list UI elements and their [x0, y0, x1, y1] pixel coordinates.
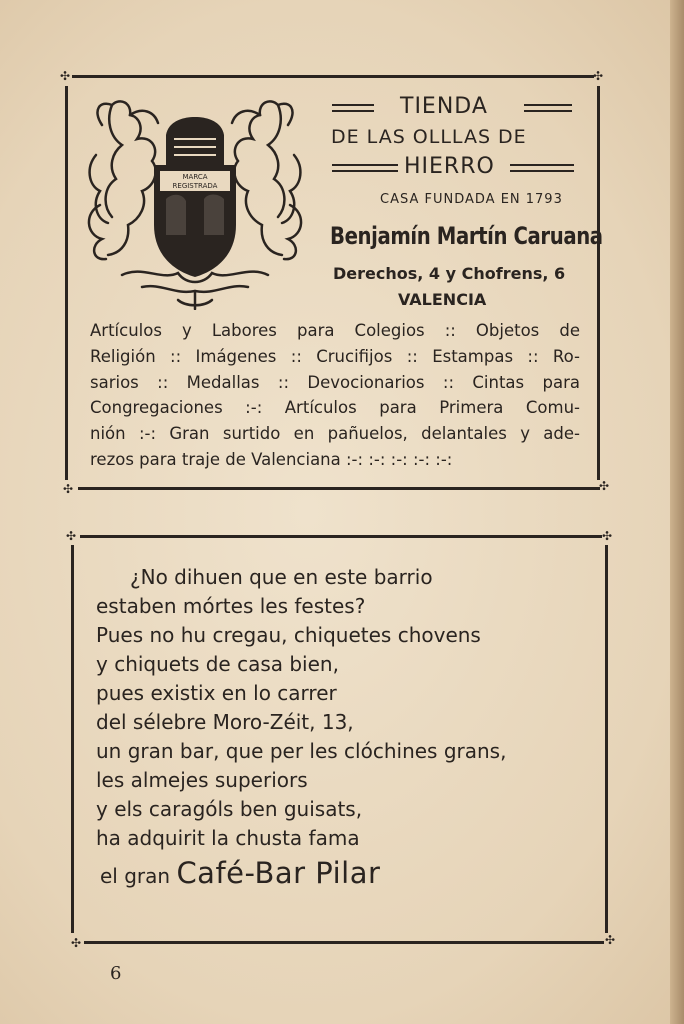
ad-left-rule	[65, 86, 68, 480]
title-dash	[332, 104, 374, 106]
corner-ornament: ✣	[598, 479, 610, 493]
book-gutter	[670, 0, 684, 1024]
corner-ornament: ✣	[59, 69, 71, 83]
title-dash	[524, 104, 572, 106]
title-dash	[332, 164, 398, 166]
ad-description-line: sarios :: Medallas :: Devocionarios :: Cintas para	[90, 372, 580, 392]
verse-top-rule	[80, 535, 602, 538]
ad-description-line: Artículos y Labores para Colegios :: Objetos de	[90, 321, 580, 340]
address-line: Derechos, 4 y Chofrens, 6	[333, 264, 566, 283]
verse-text	[96, 563, 506, 891]
corner-ornament: ✣	[592, 69, 604, 83]
ad-description	[90, 318, 580, 473]
ad-title-shop-name: DE LAS OLLLAS DE	[331, 126, 527, 148]
verse-line: Pues no hu cregau, chiquetes chovens	[96, 623, 481, 647]
ad-description-line: rezos para traje de Valenciana :-: :-: :-: :-: :-:	[90, 449, 453, 469]
verse-closing-line	[96, 856, 506, 891]
cafe-bar-name: Café-Bar Pilar	[176, 856, 381, 890]
emblem-label-marca: MARCA	[182, 173, 208, 181]
verse-line: del sélebre Moro-Zéit, 13,	[96, 710, 354, 734]
title-dash	[332, 110, 374, 112]
ad-description-line: Congregaciones :-: Artículos para Primera Comu-	[90, 398, 580, 418]
title-dash	[332, 170, 398, 172]
ad-title-tienda: TIENDA	[400, 94, 488, 119]
owner-name: Benjamín Martín Caruana	[330, 222, 603, 250]
page-number: 6	[110, 963, 122, 984]
verse-line: estaben mórtes les festes?	[96, 594, 366, 618]
verse-line: pues existix en lo carrer	[96, 681, 337, 705]
founded-line: CASA FUNDADA EN 1793	[380, 192, 563, 207]
ad-right-rule	[597, 86, 600, 480]
title-dash	[510, 164, 574, 166]
corner-ornament: ✣	[604, 933, 616, 947]
corner-ornament: ✣	[65, 529, 77, 543]
emblem-label-registrada: REGISTRADA	[172, 182, 218, 190]
verse-line: les almejes superiors	[96, 768, 308, 792]
verse-right-rule	[605, 545, 608, 933]
verse-line: ¿No dihuen que en este barrio	[130, 565, 433, 589]
ad-top-rule	[72, 75, 594, 78]
coat-of-arms-emblem	[82, 95, 308, 310]
ad-description-line: Religión :: Imágenes :: Crucifijos :: Estampas :: Ro-	[90, 346, 580, 366]
corner-ornament: ✣	[601, 529, 613, 543]
verse-line: y els caragóls ben guisats,	[96, 797, 363, 821]
verse-bottom-rule	[84, 941, 604, 944]
ad-title-hierro: HIERRO	[404, 154, 495, 179]
title-dash	[524, 110, 572, 112]
corner-ornament: ✣	[70, 936, 82, 950]
verse-line: un gran bar, que per les clóchines grans,	[96, 739, 507, 763]
verse-left-rule	[71, 545, 74, 933]
corner-ornament: ✣	[62, 482, 74, 496]
title-dash	[510, 170, 574, 172]
closing-prefix: el gran	[100, 864, 171, 888]
city-line: VALENCIA	[398, 290, 487, 309]
verse-line: y chiquets de casa bien,	[96, 652, 339, 676]
ad-bottom-rule	[78, 487, 600, 490]
ad-description-line: nión :-: Gran surtido en pañuelos, delantales y ade-	[90, 424, 580, 444]
verse-line: ha adquirit la chusta fama	[96, 826, 360, 850]
